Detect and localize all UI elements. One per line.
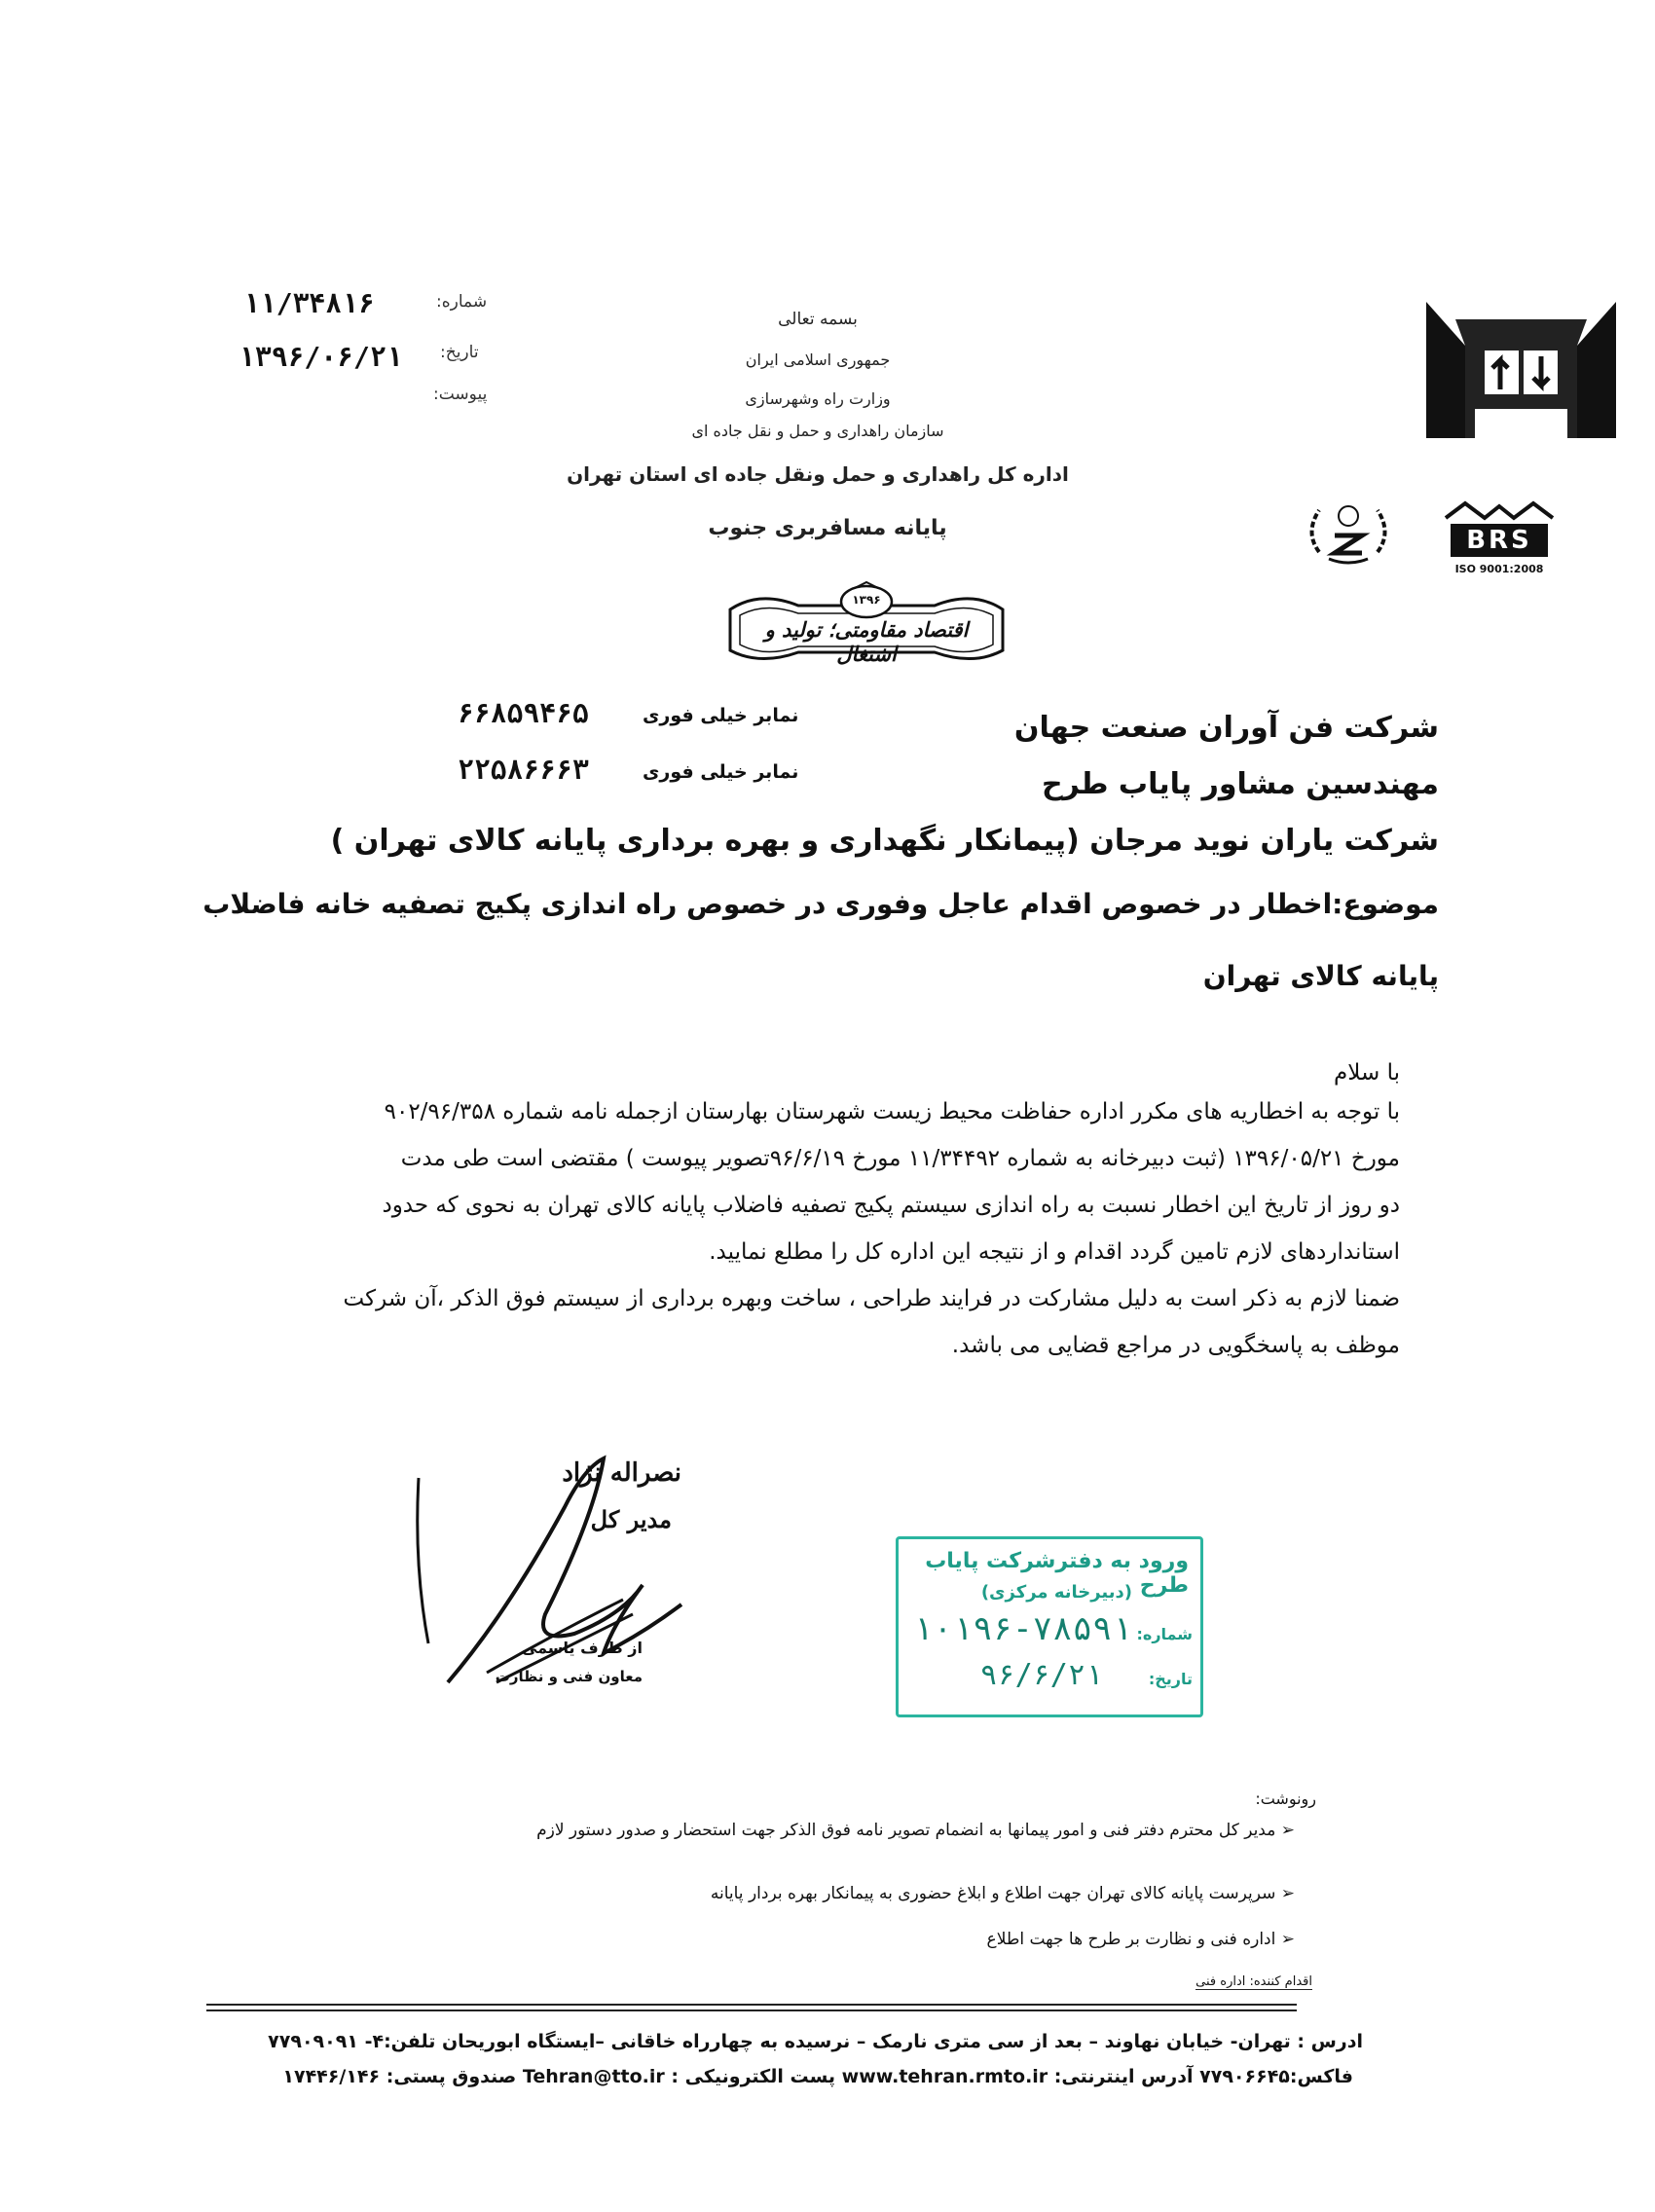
header-organization: سازمان راهداری و حمل و نقل جاده ای	[691, 422, 944, 440]
cc-item-1	[536, 1821, 1295, 1840]
brs-logo	[1441, 498, 1558, 586]
cc-label: رونوشت:	[1255, 1789, 1316, 1808]
cc-item-2-bullet-icon: ➢	[1280, 1884, 1295, 1903]
cc-item-3-text: اداره فنی و نظارت بر طرح ها جهت اطلاع	[986, 1930, 1276, 1949]
addressee-1-name: شرکت فن آوران صنعت جهان	[1013, 711, 1439, 745]
stamp-date: ۹۶/۶/۲۱	[979, 1658, 1103, 1692]
header-invocation: بسمه تعالی	[778, 310, 858, 329]
cc-item-1-text: مدیر کل محترم دفتر فنی و امور پیمانها به انضمام تصویر نامه فوق الذکر جهت استحضار و صدور دستور لازم	[536, 1821, 1276, 1840]
brs-logo-text: BRS	[1466, 526, 1532, 555]
letter-number-value: ۱۱/۳۴۸۱۶	[243, 287, 375, 319]
footer-divider-2	[206, 2009, 1297, 2011]
letter-date-label: تاریخ:	[440, 343, 479, 362]
subject-line-2: پایانه کالای تهران	[1202, 960, 1439, 992]
letter-date-value: ۱۳۹۶/۰۶/۲۱	[239, 341, 403, 373]
header-republic: جمهوری اسلامی ایران	[745, 350, 891, 369]
stamp-subtitle: (دبیرخانه مرکزی)	[980, 1582, 1132, 1603]
addressee-1-fax-label: نمابر خیلی فوری	[643, 705, 799, 726]
addressee-2-fax-number: ۲۲۵۸۶۶۶۳	[458, 754, 589, 786]
signatory-name: نصراله نژاد	[562, 1458, 681, 1488]
stamp-title: ورود به دفترشرکت پایاب طرح	[925, 1549, 1189, 1598]
signatory-title: مدیر کل	[590, 1505, 672, 1533]
subject-line-1: موضوع:اخطار در خصوص اقدام عاجل وفوری در خصوص راه اندازی پکیج تصفیه خانه فاضلاب	[202, 888, 1439, 920]
signature-block	[389, 1439, 740, 1712]
letter-number-label: شماره:	[436, 292, 488, 312]
footer-divider-1	[206, 2004, 1297, 2006]
stamp-date-label: تاریخ:	[1148, 1670, 1193, 1688]
footer-contact: فاکس:۷۷۹۰۶۶۴۵ آدرس اینترنتی: www.tehran.rmto.ir پست الکترونیکی : Tehran@tto.ir صندوق پستی: ۱۷۴۴۶/۱۴۶	[282, 2066, 1353, 2087]
addressee-2-fax-label: نمابر خیلی فوری	[643, 761, 799, 783]
slogan-text: اقتصاد مقاومتی؛ تولید و اشتغال	[764, 617, 969, 666]
cc-item-3	[987, 1930, 1295, 1949]
body-line-1: با توجه به اخطاریه های مکرر اداره حفاظت محیط زیست شهرستان بهارستان ازجمله نامه شماره ۹۰۲/۹۶/۳۵۸	[384, 1099, 1400, 1124]
slogan-seal	[720, 580, 1012, 670]
cc-action-note: اقدام کننده: اداره فنی	[1195, 1974, 1312, 1989]
iso-standard-text: ISO 9001:2008	[1454, 563, 1544, 575]
body-line-5: ضمنا لازم به ذکر است به دلیل مشارکت در فرایند طراحی ، ساخت وبهره برداری از سیستم فوق الذکر ،آن شرکت	[343, 1286, 1400, 1311]
received-stamp	[896, 1536, 1203, 1717]
addressee-1-fax-number: ۶۶۸۵۹۴۶۵	[458, 697, 589, 729]
header-department: اداره کل راهداری و حمل ونقل جاده ای استان تهران	[567, 462, 1069, 486]
cc-item-2	[711, 1884, 1295, 1903]
footer-address: ادرس : تهران- خیابان نهاوند – بعد از سی متری نارمک – نرسیده به چهارراه خاقانی –ایستگاه ابوریحان تلفن:۴- ۷۷۹۰۹۰۹۱	[268, 2031, 1363, 2052]
body-line-2: مورخ ۱۳۹۶/۰۵/۲۱ (ثبت دبیرخانه به شماره ۱۱/۳۴۴۹۲ مورخ ۹۶/۶/۱۹تصویر پیوست ) مقتضی است طی مدت	[400, 1146, 1400, 1171]
body-line-6: موظف به پاسخگویی در مراجع قضایی می باشد.	[951, 1333, 1400, 1358]
letter-attachment-label: پیوست:	[433, 385, 488, 404]
laurel-wreath-icon	[1300, 498, 1397, 567]
addressee-2-name: مهندسین مشاور پایاب طرح	[1041, 767, 1439, 801]
header-ministry: وزارت راه وشهرسازی	[745, 389, 891, 408]
addressee-3-name: شرکت یاران نوید مرجان (پیمانکار نگهداری و بهره برداری پایانه کالای تهران )	[330, 824, 1439, 858]
header-terminal: پایانه مسافربری جنوب	[708, 516, 947, 540]
body-line-3: دو روز از تاریخ این اخطار نسبت به راه اندازی سیستم پکیج تصفیه فاضلاب پایانه کالای تهران به نحوی که حدود	[382, 1193, 1400, 1218]
stamp-number-label: شماره:	[1136, 1625, 1193, 1643]
iso-certificate-logo	[1300, 498, 1397, 567]
greeting: با سلام	[1334, 1060, 1400, 1086]
organization-logo	[1416, 292, 1626, 448]
body-line-4: استانداردهای لازم تامین گردد اقدام و از نتیجه این اداره کل را مطلع نمایید.	[709, 1239, 1400, 1265]
signatory-deputy: معاون فنی و نظارت	[495, 1668, 643, 1685]
signatory-on-behalf: از طرف یاسمی	[521, 1639, 643, 1657]
cc-item-2-text: سرپرست پایانه کالای تهران جهت اطلاع و ابلاغ حضوری به پیمانکار بهره بردار پایانه	[710, 1884, 1276, 1903]
slogan-year: ۱۳۹۶	[852, 593, 881, 607]
stamp-number: ۱۰۱۹۶-۷۸۵۹۱	[912, 1609, 1132, 1648]
cc-item-3-bullet-icon: ➢	[1280, 1930, 1295, 1949]
road-organization-logo-icon	[1416, 292, 1626, 448]
cc-item-1-bullet-icon: ➢	[1280, 1821, 1295, 1840]
